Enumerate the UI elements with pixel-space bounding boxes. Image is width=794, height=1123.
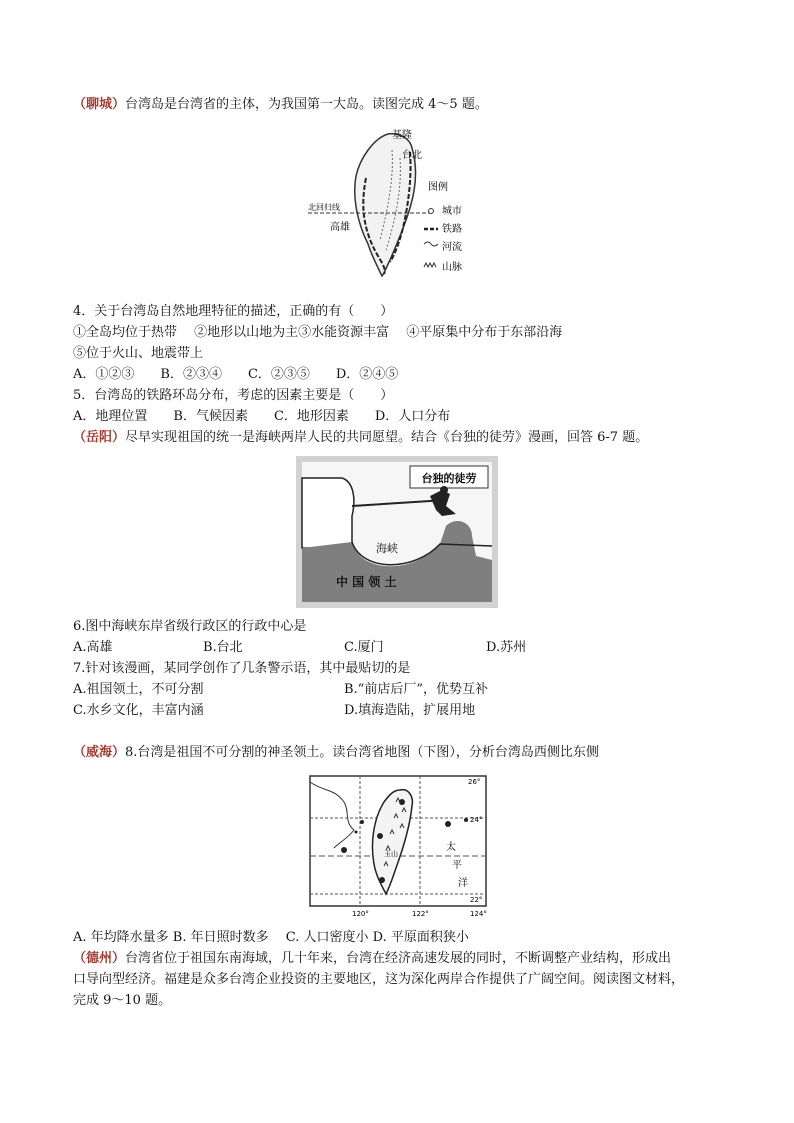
- q7-option-d: D.填海造陆，扩展用地: [344, 703, 476, 718]
- ocean-label-2: 平: [452, 860, 462, 871]
- legend-title: 图例: [428, 182, 448, 193]
- peak-label: 玉山: [384, 850, 398, 858]
- q67-intro: [73, 429, 648, 447]
- city-taipei-icon: [399, 799, 405, 805]
- q6-stem: 6.图中海峡东岸省级行政区的行政中心是: [73, 619, 307, 634]
- ocean-label-1: 太: [446, 842, 456, 853]
- q45-intro: [73, 96, 488, 114]
- q910-line-2: 口导向型经济。福建是众多台湾企业投资的主要地区，这为深化两岸合作提供了广阔空间。阅读图文材料，: [73, 972, 685, 987]
- city-kaohsiung-icon: [379, 877, 385, 883]
- q6-option-d: D.苏州: [486, 640, 527, 655]
- legend-mountain: 山脉: [442, 262, 462, 273]
- tropic-label: 北回归线: [308, 203, 340, 212]
- legend-railway: 铁路: [442, 224, 462, 235]
- q5-stem: 5．台湾岛的铁路环岛分布，考虑的因素主要是（ ）: [73, 388, 394, 403]
- q6-option-a: A.高雄: [73, 640, 113, 655]
- taiwan-sketch-map: [300, 128, 480, 280]
- q4-stem: 4．关于台湾岛自然地理特征的描述，正确的有（ ）: [73, 304, 394, 319]
- q4-options: A．①②③ B．②③④ C．②③⑤ D．②④⑤: [73, 367, 399, 382]
- q7-option-c: C.水乡文化，丰富内涵: [73, 703, 204, 718]
- q8-options: A. 年均降水量多 B. 年日照时数多 C. 人口密度小 D. 平原面积狭小: [73, 930, 469, 945]
- q8-stem: [73, 744, 599, 762]
- q6-option-b: B.台北: [203, 640, 243, 655]
- cartoon-strait-label: 海峡: [376, 542, 398, 555]
- q910-line-1: [73, 950, 671, 968]
- q45-source: （聊城）: [73, 97, 126, 112]
- islet-icon: [341, 847, 347, 853]
- q4-statements-1: ①全岛均位于热带 ②地形以山地为主③水能资源丰富 ④平原集中分布于东部沿海: [73, 325, 563, 340]
- cartoon-land-label: 中 国 领 土: [336, 575, 397, 589]
- lat-22-label: 22°: [470, 896, 483, 904]
- lon-124-label: 124°: [470, 910, 487, 918]
- q8-stem-text: 8.台湾是祖国不可分割的神圣领土。读台湾省地图（下图），分析台湾岛西侧比东侧: [125, 745, 599, 760]
- cartoon-title: 台独的徒劳: [421, 472, 477, 485]
- city-keelung: 基隆: [392, 130, 412, 141]
- ocean-label-3: 洋: [458, 878, 468, 889]
- q7-option-b: B.“前店后厂”，优势互补: [344, 682, 488, 697]
- q910-source: （德州）: [73, 951, 126, 966]
- mountain-legend-icon: [424, 263, 436, 267]
- city-kaohsiung: 高雄: [330, 222, 350, 233]
- q4-statements-2: ⑤位于火山、地震带上: [73, 346, 204, 361]
- q910-text-1: 台湾省位于祖国东南海域，几十年来，台湾在经济高速发展的同时，不断调整产业结构，形成出: [125, 951, 672, 966]
- legend-river: 河流: [442, 242, 462, 253]
- q5-options: A．地理位置 B．气候因素 C．地形因素 D．人口分布: [73, 409, 451, 424]
- q67-intro-text: 尽早实现祖国的统一是海峡两岸人民的共同愿望。结合《台独的徒劳》漫画，回答 6-7 题。: [125, 430, 649, 445]
- lat-26-label: 26°: [468, 778, 481, 786]
- city-taichung-icon: [377, 833, 383, 839]
- river-legend-icon: [424, 242, 438, 246]
- q910-line-3: 完成 9～10 题。: [73, 993, 172, 1008]
- lon-120-label: 120°: [352, 910, 369, 918]
- q8-source: （威海）: [73, 745, 126, 760]
- lat-24-label: 24°: [470, 816, 483, 824]
- q6-option-c: C.厦门: [344, 640, 384, 655]
- legend-city: 城市: [442, 206, 462, 217]
- cartoon-figure: [296, 456, 498, 608]
- lon-122-label: 122°: [412, 910, 429, 918]
- q7-stem: 7.针对该漫画，某同学创作了几条警示语，其中最贴切的是: [73, 661, 411, 676]
- q45-intro-text: 台湾岛是台湾省的主体，为我国第一大岛。读图完成 4～5 题。: [125, 97, 488, 112]
- q7-option-a: A.祖国领土，不可分割: [73, 682, 204, 697]
- q67-source: （岳阳）: [73, 430, 126, 445]
- taiwan-province-map: [304, 772, 494, 920]
- city-legend-icon: [429, 209, 434, 214]
- city-taipei: 台北: [402, 150, 422, 161]
